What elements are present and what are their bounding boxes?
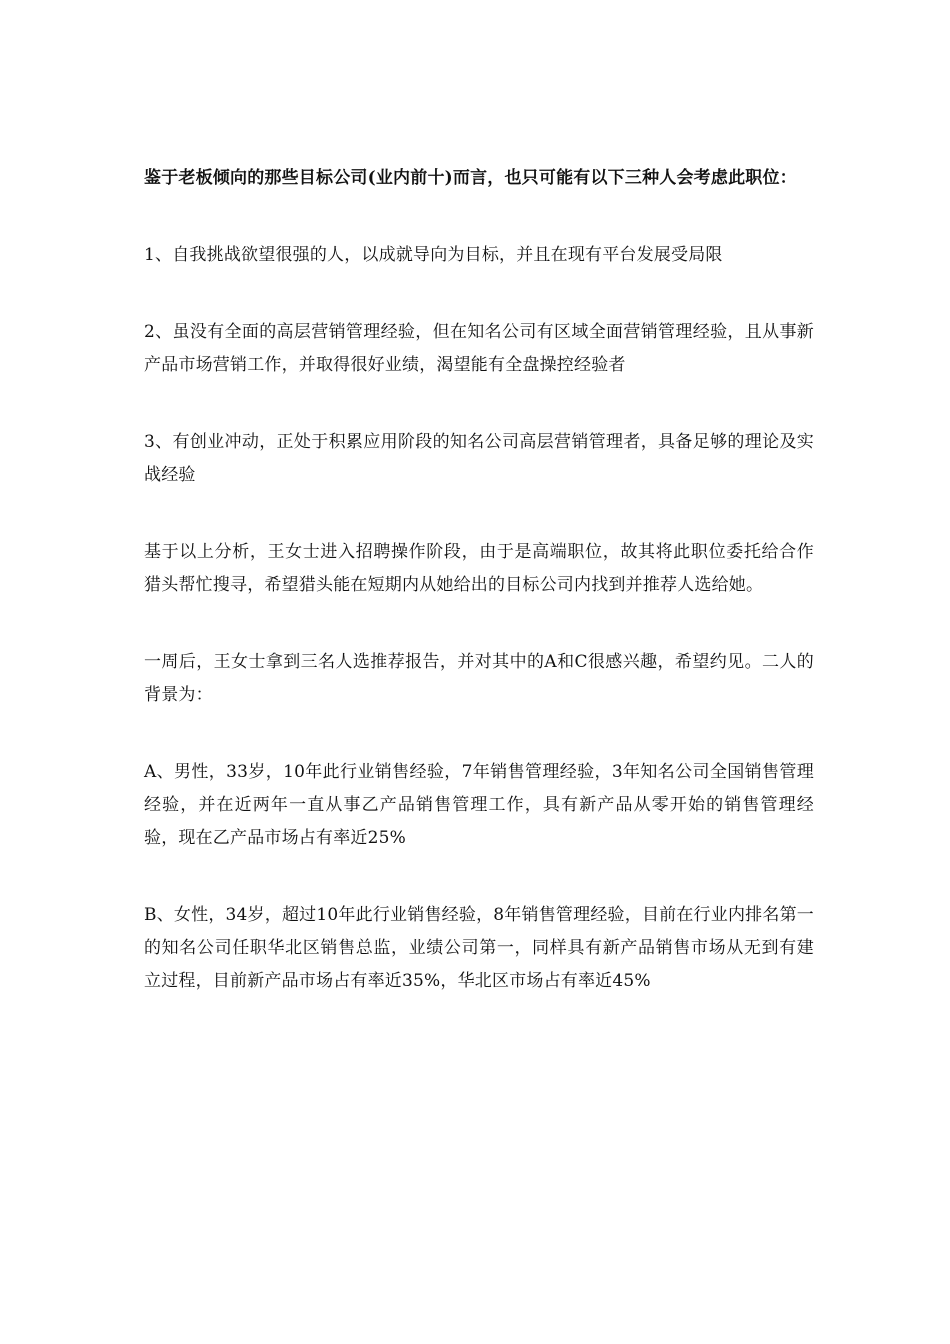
paragraph-item-2: 2、虽没有全面的高层营销管理经验，但在知名公司有区域全面营销管理经验，且从事新产品市场营销工作，并取得很好业绩，渴望能有全盘操控经验者 — [144, 322, 814, 375]
paragraph-item-1: 1、自我挑战欲望很强的人，以成就导向为目标，并且在现有平台发展受局限 — [144, 245, 723, 265]
paragraph-analysis: 基于以上分析，王女士进入招聘操作阶段，由于是高端职位，故其将此职位委托给合作猎头帮忙搜寻，希望猎头能在短期内从她给出的目标公司内找到并推荐人选给她。 — [144, 542, 814, 595]
section-heading: 鉴于老板倾向的那些目标公司(业内前十)而言，也只可能有以下三种人会考虑此职位： — [144, 168, 797, 188]
paragraph-candidate-a: A、男性，33岁，10年此行业销售经验，7年销售管理经验，3年知名公司全国销售管理经验，并在近两年一直从事乙产品销售管理工作，具有新产品从零开始的销售管理经验，现在乙产品市场占有率近25% — [144, 762, 814, 848]
paragraph-candidate-b: B、女性，34岁，超过10年此行业销售经验，8年销售管理经验，目前在行业内排名第一的知名公司任职华北区销售总监，业绩公司第一，同样具有新产品销售市场从无到有建立过程，目前新产品市场占有率近35%，华北区市场占有率近45% — [144, 905, 814, 991]
document-body — [144, 162, 814, 1042]
paragraph-followup: 一周后，王女士拿到三名人选推荐报告，并对其中的A和C很感兴趣，希望约见。二人的背景为： — [144, 652, 814, 705]
paragraph-item-3: 3、有创业冲动，正处于积累应用阶段的知名公司高层营销管理者，具备足够的理论及实战经验 — [144, 432, 814, 485]
